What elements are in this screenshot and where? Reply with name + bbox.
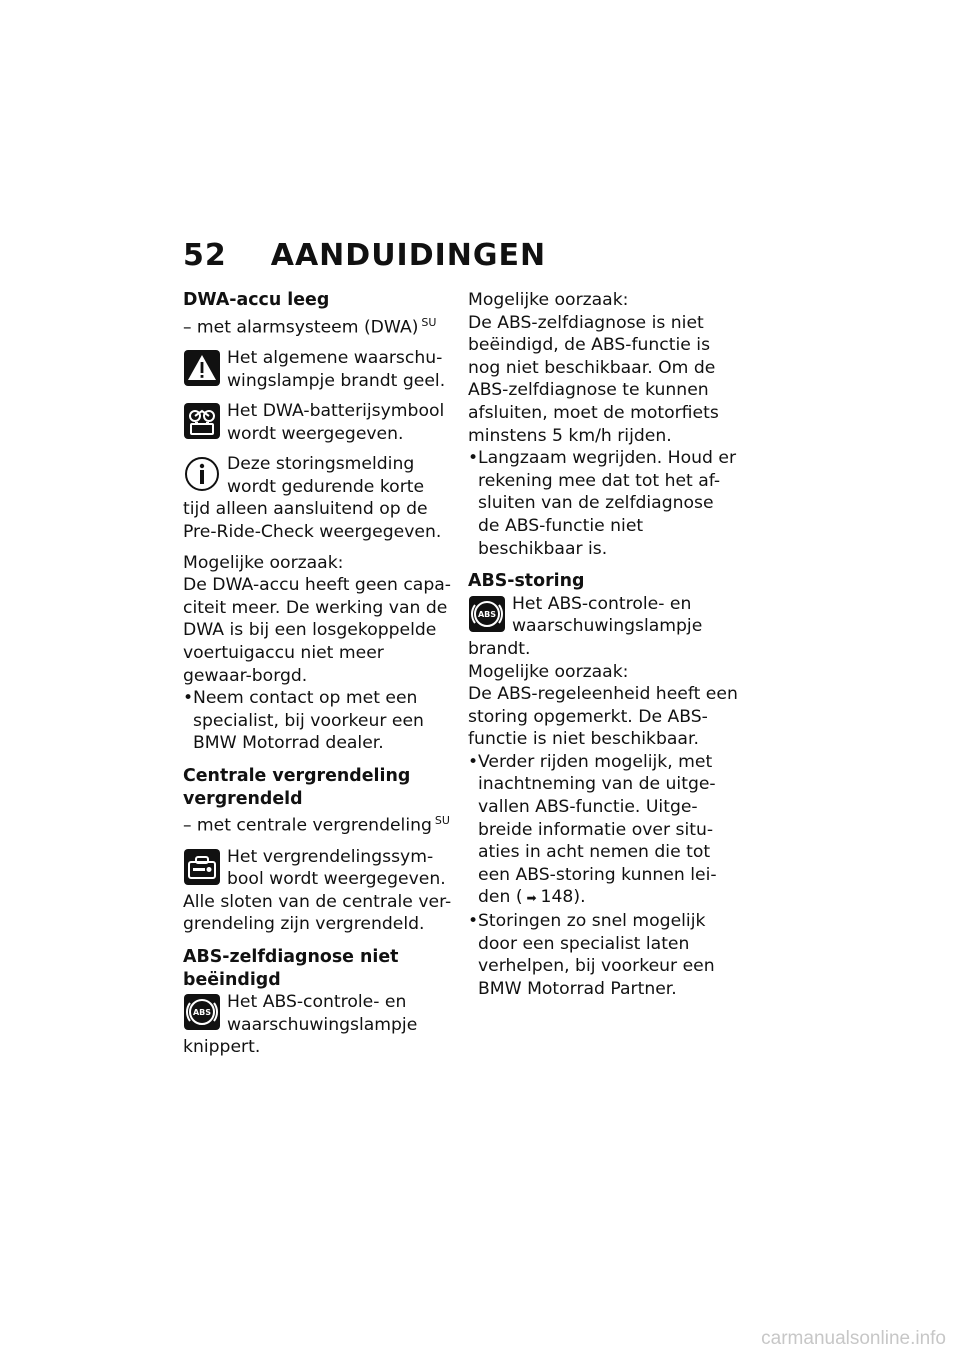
warning-triangle-icon — [183, 349, 221, 387]
lock-row: Het vergrendelingssym-bool wordt weergegeven. — [183, 846, 453, 891]
cause-text-abs-fault: De ABS-regeleenheid heeft een storing opgemerkt. De ABS-functie is niet beschikbaar. — [468, 684, 738, 750]
lock-text: Alle sloten van de centrale ver-grendeling zijn vergrendeld. — [183, 891, 452, 935]
bullet-abs-selftest: • Langzaam wegrijden. Houd er rekening mee dat tot het af-sluiten van de zelfdiagnose de ABS-functie niet beschikbaar is. — [468, 448, 737, 559]
cause-text-abs-selftest: De ABS-zelfdiagnose is niet beëindigd, de ABS-functie is nog niet beschikbaar. Om de ABS-zelfdiagnose te kunnen afsluiten, moet de motorfiets minstens 5 km/h rijden. — [468, 312, 719, 446]
svg-text:ABS: ABS — [477, 609, 497, 619]
section-title-abs-selftest: ABS-zelfdiagnose niet beëindigd — [183, 946, 399, 990]
bullet-abs-fault-2: • Storingen zo snel mogelijk door een specialist laten verhelpen, bij voorkeur een BMW Motorrad Partner. — [468, 911, 715, 999]
key-lock-icon — [183, 848, 221, 886]
battery-row: Het DWA-batterijsymbool wordt weergegeven. — [183, 400, 453, 445]
section-title-lock: Centrale vergrendeling vergrendeld — [183, 766, 411, 809]
svg-text:ABS: ABS — [192, 1008, 212, 1018]
page-reference-link[interactable]: 148 — [540, 887, 574, 908]
cause-label-dwa: Mogelijke oorzaak: — [183, 552, 344, 573]
cause-label-abs-selftest: Mogelijke oorzaak: — [468, 290, 629, 310]
section-title-abs-fault: ABS-storing — [468, 571, 585, 592]
bullet-abs-fault-1: • Verder rijden mogelijk, met inachtneming van de uitge-vallen ABS-functie. Uitge-breide informatie over situ-aties in acht nemen die tot een ABS-storing kunnen lei-den ( ➡ 148). — [468, 751, 738, 910]
abs-fault-row: ABS Het ABS-controle- en waarschuwingslampje brandt. — [468, 593, 703, 659]
right-column — [468, 289, 738, 1000]
page-number: 52 — [183, 238, 227, 273]
info-row: Deze storingsmelding wordt gedurende korte tijd alleen aansluitend op de Pre-Ride-Check weergegeven. — [183, 454, 442, 543]
abs-icon — [183, 993, 221, 1031]
chapter-title: AANDUIDINGEN — [270, 238, 547, 273]
left-column — [183, 289, 453, 1059]
info-icon — [183, 455, 221, 493]
page-header — [183, 238, 546, 273]
abs-icon — [468, 595, 506, 633]
condition-lock: – met centrale vergrendeling $^{SU}$ — [183, 814, 450, 836]
cause-label-abs-fault: Mogelijke oorzaak: — [468, 661, 629, 682]
cause-text-dwa: De DWA-accu heeft geen capa-citeit meer. De werking van de DWA is bij een losgekoppelde voertuigaccu niet meer gewaar-borgd. — [183, 575, 451, 686]
page-reference-arrow-icon: ➡ — [526, 891, 537, 906]
warning-row: Het algemene waarschu-wingslampje brandt geel. — [183, 347, 453, 392]
bullet-dwa: • Neem contact op met een specialist, bij voorkeur een BMW Motorrad dealer. — [183, 688, 424, 754]
dwa-battery-icon — [183, 402, 221, 440]
condition-dwa: – met alarmsysteem (DWA) $^{SU}$ — [183, 315, 437, 338]
section-title-dwa: DWA-accu leeg — [183, 290, 330, 310]
abs-selftest-row: ABS Het ABS-controle- en waarschuwingslampje knippert. — [183, 992, 418, 1058]
watermark: carmanualsonline.info — [761, 1328, 946, 1349]
